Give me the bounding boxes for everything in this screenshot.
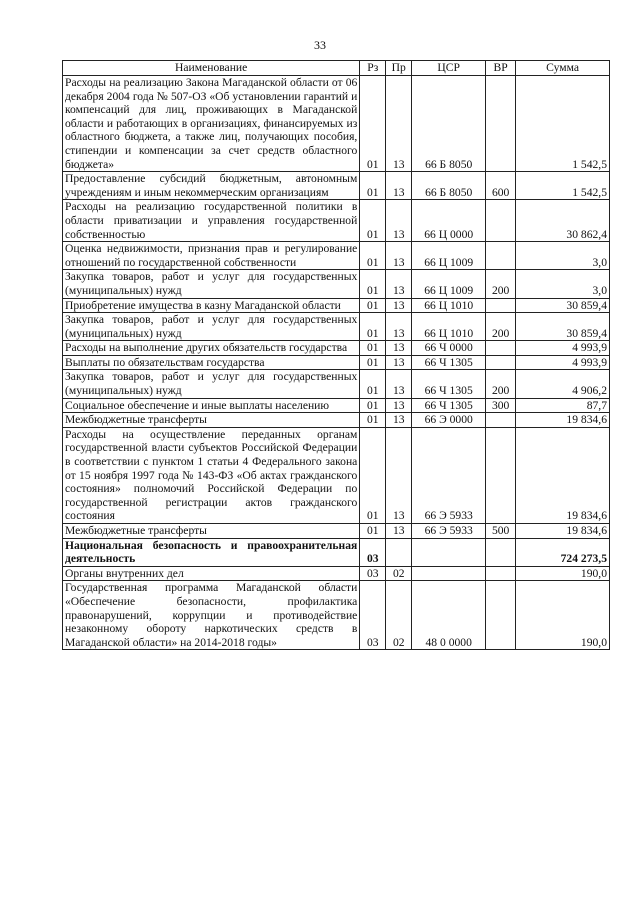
row-csr: 66 Ц 1010 bbox=[412, 313, 486, 341]
row-rz: 01 bbox=[360, 298, 386, 313]
table-row bbox=[63, 242, 610, 270]
row-rz: 01 bbox=[360, 270, 386, 298]
row-sum: 19 834,6 bbox=[516, 524, 610, 539]
header-csr: ЦСР bbox=[412, 61, 486, 76]
row-vr bbox=[486, 355, 516, 370]
row-rz: 01 bbox=[360, 313, 386, 341]
row-csr: 66 Б 8050 bbox=[412, 76, 486, 172]
header-pr: Пр bbox=[386, 61, 412, 76]
row-vr: 600 bbox=[486, 172, 516, 200]
table-row bbox=[63, 413, 610, 428]
row-vr: 200 bbox=[486, 313, 516, 341]
row-csr: 66 Э 5933 bbox=[412, 427, 486, 523]
row-sum: 19 834,6 bbox=[516, 413, 610, 428]
row-vr bbox=[486, 242, 516, 270]
row-csr bbox=[412, 566, 486, 581]
row-name: Закупка товаров, работ и услуг для государственных (муниципальных) нужд bbox=[63, 313, 360, 341]
row-pr: 13 bbox=[386, 242, 412, 270]
table-row bbox=[63, 298, 610, 313]
row-rz: 03 bbox=[360, 581, 386, 650]
row-name: Закупка товаров, работ и услуг для государственных (муниципальных) нужд bbox=[63, 270, 360, 298]
row-vr bbox=[486, 581, 516, 650]
table-row bbox=[63, 581, 610, 650]
table-row bbox=[63, 270, 610, 298]
row-name: Социальное обеспечение и иные выплаты населению bbox=[63, 398, 360, 413]
row-vr bbox=[486, 200, 516, 242]
row-pr: 13 bbox=[386, 341, 412, 356]
row-rz: 03 bbox=[360, 538, 386, 566]
table-row bbox=[63, 341, 610, 356]
row-csr: 66 Ч 1305 bbox=[412, 355, 486, 370]
row-pr: 13 bbox=[386, 298, 412, 313]
header-rz: Рз bbox=[360, 61, 386, 76]
table-row bbox=[63, 370, 610, 398]
row-vr: 200 bbox=[486, 270, 516, 298]
row-csr: 66 Ц 0000 bbox=[412, 200, 486, 242]
row-vr: 500 bbox=[486, 524, 516, 539]
row-sum: 4 993,9 bbox=[516, 355, 610, 370]
row-pr: 13 bbox=[386, 524, 412, 539]
row-rz: 01 bbox=[360, 200, 386, 242]
page-number: 33 bbox=[314, 38, 326, 52]
row-name: Закупка товаров, работ и услуг для государственных (муниципальных) нужд bbox=[63, 370, 360, 398]
table-row bbox=[63, 313, 610, 341]
row-sum: 87,7 bbox=[516, 398, 610, 413]
section-row bbox=[63, 538, 610, 566]
row-vr bbox=[486, 413, 516, 428]
row-pr bbox=[386, 538, 412, 566]
row-rz: 01 bbox=[360, 398, 386, 413]
row-csr: 66 Э 0000 bbox=[412, 413, 486, 428]
table-row bbox=[63, 172, 610, 200]
row-rz: 01 bbox=[360, 370, 386, 398]
row-name: Оценка недвижимости, признания прав и регулирование отношений по государственной собственности bbox=[63, 242, 360, 270]
row-name: Органы внутренних дел bbox=[63, 566, 360, 581]
row-vr bbox=[486, 566, 516, 581]
table-row bbox=[63, 427, 610, 523]
row-csr: 48 0 0000 bbox=[412, 581, 486, 650]
row-sum: 190,0 bbox=[516, 566, 610, 581]
row-name: Межбюджетные трансферты bbox=[63, 524, 360, 539]
row-sum: 30 859,4 bbox=[516, 298, 610, 313]
row-rz: 01 bbox=[360, 413, 386, 428]
row-pr: 13 bbox=[386, 355, 412, 370]
row-name: Приобретение имущества в казну Магаданской области bbox=[63, 298, 360, 313]
header-name: Наименование bbox=[63, 61, 360, 76]
row-csr: 66 Ч 1305 bbox=[412, 370, 486, 398]
row-pr: 13 bbox=[386, 270, 412, 298]
row-name: Межбюджетные трансферты bbox=[63, 413, 360, 428]
row-vr: 200 bbox=[486, 370, 516, 398]
row-vr bbox=[486, 427, 516, 523]
row-name: Расходы на реализацию государственной политики в области приватизации и управления государственной собственностью bbox=[63, 200, 360, 242]
row-rz: 01 bbox=[360, 242, 386, 270]
row-name: Предоставление субсидий бюджетным, автономным учреждениям и иным некоммерческим организациям bbox=[63, 172, 360, 200]
row-pr: 13 bbox=[386, 76, 412, 172]
table-row bbox=[63, 566, 610, 581]
row-csr: 66 Ч 0000 bbox=[412, 341, 486, 356]
row-rz: 01 bbox=[360, 172, 386, 200]
row-sum: 1 542,5 bbox=[516, 76, 610, 172]
row-rz: 01 bbox=[360, 76, 386, 172]
header-sum: Сумма bbox=[516, 61, 610, 76]
row-sum: 190,0 bbox=[516, 581, 610, 650]
row-pr: 13 bbox=[386, 398, 412, 413]
row-csr: 66 Ц 1010 bbox=[412, 298, 486, 313]
row-pr: 13 bbox=[386, 427, 412, 523]
row-vr bbox=[486, 298, 516, 313]
budget-table bbox=[62, 60, 610, 650]
row-sum: 724 273,5 bbox=[516, 538, 610, 566]
row-rz: 03 bbox=[360, 566, 386, 581]
row-pr: 13 bbox=[386, 370, 412, 398]
row-name: Расходы на выполнение других обязательств государства bbox=[63, 341, 360, 356]
row-sum: 4 906,2 bbox=[516, 370, 610, 398]
row-vr bbox=[486, 76, 516, 172]
row-pr: 02 bbox=[386, 581, 412, 650]
row-rz: 01 bbox=[360, 524, 386, 539]
row-csr: 66 Б 8050 bbox=[412, 172, 486, 200]
row-vr: 300 bbox=[486, 398, 516, 413]
row-vr bbox=[486, 538, 516, 566]
row-pr: 13 bbox=[386, 413, 412, 428]
table-body bbox=[63, 76, 610, 650]
row-pr: 13 bbox=[386, 172, 412, 200]
row-csr: 66 Ч 1305 bbox=[412, 398, 486, 413]
row-name: Расходы на осуществление переданных органам государственной власти субъектов Российской Федерации в соответствии с пунктом 1 статьи 4 Федерального закона от 15 ноября 1997 года № 143-ФЗ «Об актах гражданского состояния» полномочий Российской Федерации по государственной регистрации актов гражданского состояния bbox=[63, 427, 360, 523]
row-sum: 3,0 bbox=[516, 270, 610, 298]
row-csr: 66 Ц 1009 bbox=[412, 242, 486, 270]
row-rz: 01 bbox=[360, 355, 386, 370]
row-name: Национальная безопасность и правоохранительная деятельность bbox=[63, 538, 360, 566]
row-pr: 02 bbox=[386, 566, 412, 581]
table-header-row bbox=[63, 61, 610, 76]
table-row bbox=[63, 398, 610, 413]
row-pr: 13 bbox=[386, 313, 412, 341]
row-sum: 30 862,4 bbox=[516, 200, 610, 242]
row-name: Расходы на реализацию Закона Магаданской области от 06 декабря 2004 года № 507-ОЗ «Об установлении гарантий и компенсаций для лиц, проживающих в Магаданской области и работающих в организациях, финансируемых из областного бюджета, а также лиц, получающих пособия, стипендии и компенсации за счет средств областного бюджета» bbox=[63, 76, 360, 172]
table-row bbox=[63, 76, 610, 172]
row-pr: 13 bbox=[386, 200, 412, 242]
table-row bbox=[63, 355, 610, 370]
row-sum: 1 542,5 bbox=[516, 172, 610, 200]
row-name: Государственная программа Магаданской области «Обеспечение безопасности, профилактика правонарушений, коррупции и противодействие незаконному обороту наркотических средств в Магаданской области» на 2014-2018 годы» bbox=[63, 581, 360, 650]
row-csr: 66 Э 5933 bbox=[412, 524, 486, 539]
row-sum: 19 834,6 bbox=[516, 427, 610, 523]
row-csr bbox=[412, 538, 486, 566]
row-rz: 01 bbox=[360, 341, 386, 356]
table-row bbox=[63, 200, 610, 242]
row-rz: 01 bbox=[360, 427, 386, 523]
row-csr: 66 Ц 1009 bbox=[412, 270, 486, 298]
header-vr: ВР bbox=[486, 61, 516, 76]
row-sum: 3,0 bbox=[516, 242, 610, 270]
table-row bbox=[63, 524, 610, 539]
row-name: Выплаты по обязательствам государства bbox=[63, 355, 360, 370]
row-sum: 4 993,9 bbox=[516, 341, 610, 356]
row-vr bbox=[486, 341, 516, 356]
row-sum: 30 859,4 bbox=[516, 313, 610, 341]
